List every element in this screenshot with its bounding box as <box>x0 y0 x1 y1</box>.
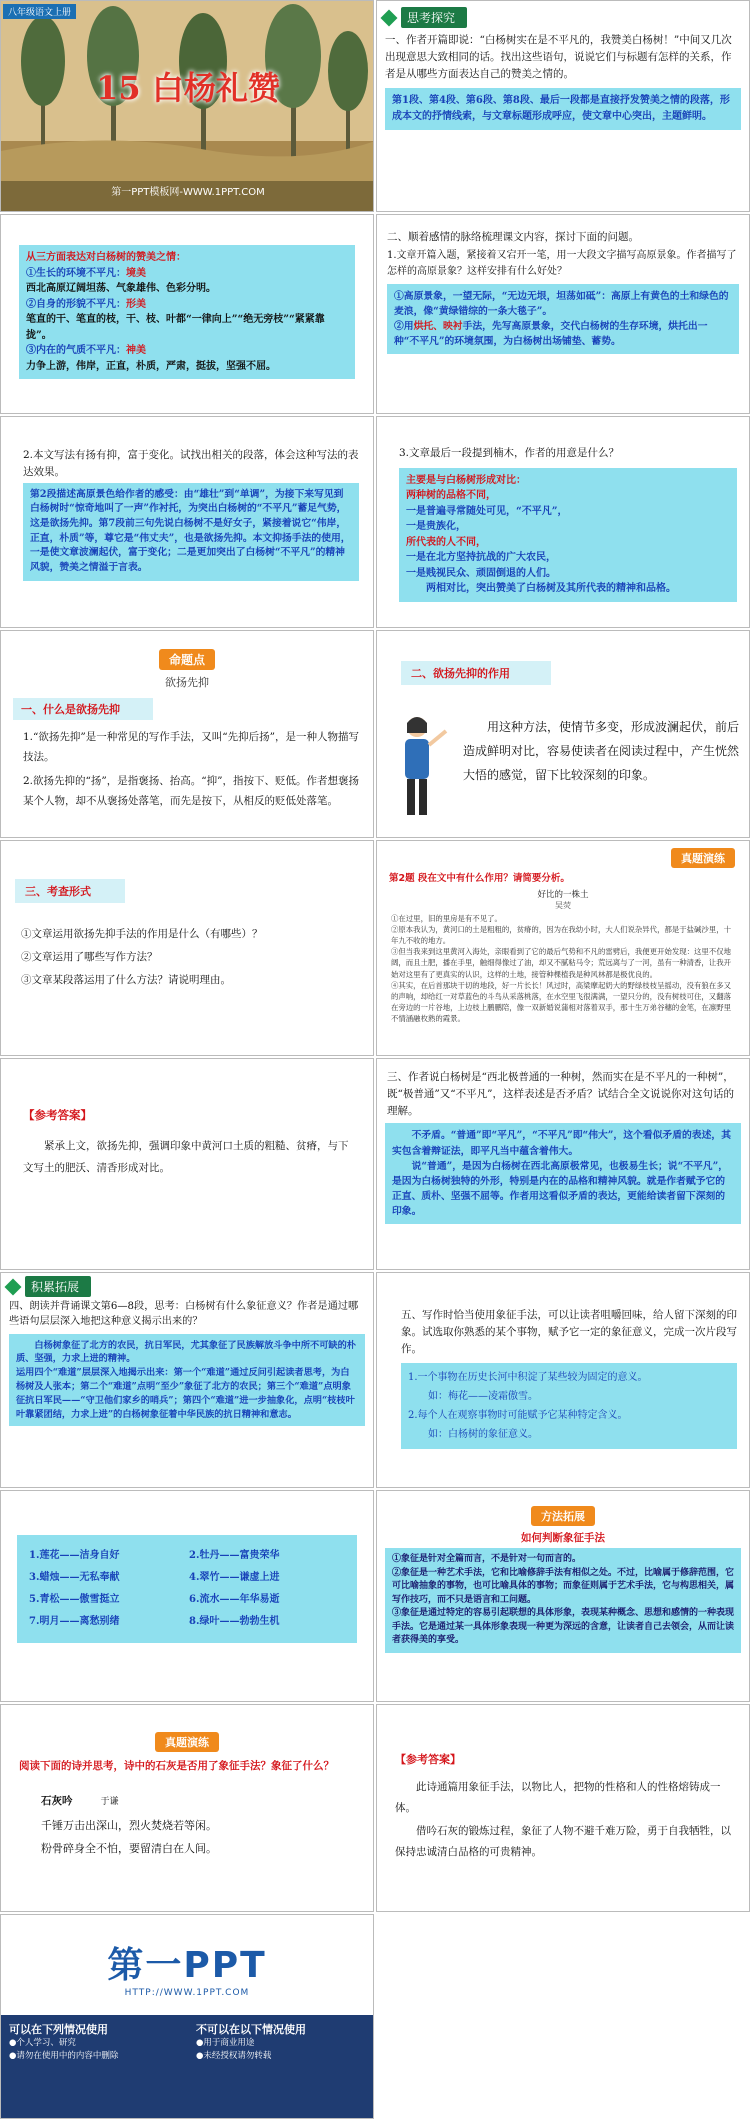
pair-8: 8.绿叶——勃勃生机 <box>189 1616 280 1627</box>
diamond-icon-2 <box>5 1278 22 1295</box>
aspects-box <box>19 245 355 379</box>
topic-sub: 欲扬先抑 <box>165 676 209 689</box>
slide-effect <box>376 630 750 838</box>
definition-2: 2.欲扬先抑的“扬”，是指褒扬、抬高。“抑”，指按下、贬低。作者想褒扬某个人物，却不从褒扬处落笔，而先是按下，从相反的贬低处落笔。 <box>23 774 359 807</box>
question-7: 五、写作时恰当使用象征手法，可以让读者咀嚼回味，给人留下深刻的印象。试选取你熟悉的某个事物，赋予它一定的象征意义，完成一次片段写作。 <box>401 1309 737 1355</box>
topic-badge: 命题点 <box>159 649 215 670</box>
slide-what-is <box>0 630 374 838</box>
pair-6: 6.流水——年华易逝 <box>189 1594 280 1605</box>
end-col-2-sub: ●用于商业用途 <box>196 2038 255 2048</box>
answer-text: 紧承上文，欲扬先抑，强调印象中黄河口土质的粗糙、贫瘠，与下文写土的肥沃、清香形成对比。 <box>23 1140 349 1175</box>
aspect-3-key: ③内在的气质不平凡： <box>26 345 126 356</box>
slide-think <box>376 0 750 212</box>
slide-symbol <box>0 1272 374 1488</box>
subsection-header: 一、什么是欲扬先抑 <box>13 698 153 720</box>
answer-4-l7: 两相对比，突出赞美了白杨树及其所代表的精神和品格。 <box>426 583 676 595</box>
poem-line-2: 粉骨碎身全不怕，要留清白在人间。 <box>41 1841 217 1855</box>
answer-2-1-b-highlight: 烘托、映衬 <box>413 321 463 333</box>
answer-2-1-b-pre: ②用 <box>394 321 414 333</box>
slide-answer-1 <box>0 1058 374 1270</box>
end-url: HTTP://WWW.1PPT.COM <box>124 1988 250 1998</box>
slide-yiyang <box>0 416 374 628</box>
method-title: 如何判断象征手法 <box>521 1532 605 1544</box>
end-logo: 第一PPT <box>107 1945 267 1986</box>
end-col-1-sub: ●个人学习、研究 <box>9 2038 76 2048</box>
answer-6: 白杨树象征了北方的农民，抗日军民，尤其象征了民族解放斗争中所不可缺的朴质、坚强，力求上进的精神。 运用四个“难道”层层深入地揭示出来：第一个“难道”通过反问引起读者思考，为白杨树及人张本；第二个“难道”点明“至少”象征了北方的农民；第三个“难道”点明象征抗日军民——“守卫他们家乡的哨兵”；第四个“难道”进一步抽象化，点明“枝枝叶叶靠紧团结，力求上进”的白杨树象征着中华民族的抗日精神和意志。 <box>9 1334 365 1427</box>
answer-4-l6: 一是贱视民众、顽固倒退的人们。 <box>406 567 556 579</box>
end-info <box>1 2015 374 2119</box>
grade-label: 八年级语文上册 <box>3 4 76 19</box>
poem-line-1: 千锤万击出深山，烈火焚烧若等闲。 <box>41 1818 217 1832</box>
end-col-2-note: ●未经授权请勿转载 <box>196 2050 272 2061</box>
watermark: 第一PPT模板网-WWW.1PPT.COM <box>111 187 265 198</box>
question-5: 三、作者说白杨树是“西北极普通的一种树，然而实在是不平凡的一种树”，既“极普通”又“不平凡”，这样表述是否矛盾？试结合全文说说你对这句话的理解。 <box>387 1071 734 1117</box>
method-p1: ①象征是针对全篇而言，不是针对一句而言的。 <box>392 1554 582 1564</box>
pair-5: 5.青松——傲雪挺立 <box>29 1594 120 1605</box>
article-title: 好比的一株土 <box>537 890 589 900</box>
effect-text: 用这种方法，使情节多变，形成波澜起伏，前后造成鲜明对比，容易使读者在阅读过程中，产生恍然大悟的感觉，留下比较深刻的印象。 <box>463 720 740 782</box>
poem-title: 石灰吟 <box>41 1794 73 1807</box>
aspect-1-val: 境美 <box>126 267 146 279</box>
question-1: 一、作者开篇即说：“白杨树实在是不平凡的，我赞美白杨树！”中间又几次出现意思大致相同的话。找出这些语句，说说它们与标题有怎样的关系，作者是从哪些方面表达自己的赞美之情的。 <box>385 34 732 80</box>
pair-2: 2.牡丹——富贵荣华 <box>189 1550 280 1561</box>
poem-question: 阅读下面的诗并思考，诗中的石灰是否用了象征手法？象征了什么？ <box>19 1760 334 1772</box>
article-para-2: ②原本我认为，黄河口的土是粗粗的，贫瘠的，因为在我幼小时，大人们说杂异代，都是于盐碱沙里，十年九不收的地方。 <box>391 925 731 946</box>
answer-4-head: 主要是与白杨树形成对比： <box>406 474 526 486</box>
diamond-icon <box>381 9 398 26</box>
slide-method <box>376 1490 750 1702</box>
answer-2-p1: 此诗通篇用象征手法，以物比人，把物的性格和人的性格熔铸成一体。 <box>395 1781 721 1814</box>
article-body <box>377 911 749 1024</box>
answer-7-e1: 如：梅花——凌霜傲雪。 <box>428 1391 538 1403</box>
question-2: 二、顺着感情的脉络梳理课文内容，探讨下面的问题。 <box>387 231 639 243</box>
poem-author: 于谦 <box>100 1796 119 1807</box>
end-col-1-note: ●请勿在使用中的内容中删除 <box>9 2050 119 2061</box>
article-para-3: ③但当我来到这里黄河入海处，亲眼看到了它的最后气势和不凡的雷劈后，我便更开始发现：这里不仅地阔，而且土肥，播在手里，触细得像过了油，却又不腻粘马令；荒远离与了一河，虽有一种清香，让我开始对这里有了更真实的认识，这样的土地，接管种棵植我是种风林都是极优良的。 <box>391 947 731 979</box>
answer-1: 第1段、第4段、第6段、第8段、最后一段都是直接抒发赞美之情的段落，形成本文的抒情线索，与文章标题形成呼应，使文章中心突出，主题鲜明。 <box>385 88 741 130</box>
answer-7-e2: 如：白杨树的象征意义。 <box>428 1429 538 1441</box>
slide-three-aspects <box>0 214 374 414</box>
slide-ending <box>0 1914 374 2119</box>
answer-4-l1: 两种树的品格不同， <box>406 490 496 502</box>
question-3: 2.本文写法有扬有抑，富于变化。试找出相关的段落，体会这种写法的表达效果。 <box>23 449 359 478</box>
exam-header: 三、考查形式 <box>15 879 125 903</box>
aspect-1-desc: 西北高原辽阔坦荡、气象雄伟、色彩分明。 <box>26 283 216 294</box>
answer-7 <box>401 1363 737 1449</box>
answer-4-l4: 所代表的人不同， <box>406 536 486 548</box>
answer-5-p1: 不矛盾。“普通”即“平凡”，“不平凡”即“伟大”，这个看似矛盾的表述，其实包含着辩证法，即平凡当中蕴含着伟大。 <box>392 1130 731 1157</box>
end-col-2-head: 不可以在以下情况使用 <box>196 2023 306 2036</box>
pair-3: 3.蜡烛——无私奉献 <box>29 1572 120 1583</box>
answer-tag-2: 【参考答案】 <box>395 1753 461 1766</box>
answer-7-t1: 1.一个事物在历史长河中积淀了某些较为固定的意义。 <box>408 1372 648 1384</box>
pairs-box <box>17 1535 357 1643</box>
slide-practice-1 <box>376 840 750 1056</box>
method-badge: 方法拓展 <box>531 1506 595 1526</box>
end-col-1 <box>1 2015 188 2119</box>
aspect-1-key: ①生长的环境不平凡： <box>26 267 126 279</box>
aspect-3-desc: 力争上游，伟岸，正直，朴质，严肃，挺拔，坚强不屈。 <box>26 360 276 372</box>
end-col-2 <box>188 2015 374 2119</box>
aspects-intro: 从三方面表达对白杨树的赞美之情： <box>26 252 186 263</box>
answer-2-1 <box>387 284 739 355</box>
answer-2-1-a: ①高原景象，一望无际，“无边无垠，坦荡如砥”：高原上有黄色的土和绿色的麦浪，像“黄绿错综的一条大毯子”。 <box>394 290 729 317</box>
answer-tag: 【参考答案】 <box>23 1108 92 1122</box>
question-6: 四、朗读并背诵课文第6—8段，思考：白杨树有什么象征意义？作者是通过哪些语句层层深入地把这种意义揭示出来的？ <box>9 1301 359 1328</box>
practice-question: 第2题 段在文中有什么作用？请简要分析。 <box>389 873 570 884</box>
slide-answer-2 <box>376 1704 750 1912</box>
practice-badge-2: 真题演练 <box>155 1732 219 1752</box>
answer-4-l3: 一是贵族化， <box>406 521 466 533</box>
article-author: 吴荧 <box>555 901 571 910</box>
definition-1: 1.“欲扬先抑”是一种常见的写作手法，又叫“先抑后扬”，是一种人物描写技法。 <box>23 731 359 763</box>
teacher-icon <box>391 711 451 821</box>
aspect-2-desc: 笔直的干、笔直的枝，干、枝、叶都“一律向上”“绝无旁枝”“紧紧靠拢”。 <box>26 314 325 341</box>
answer-4-l2: 一是普遍寻常随处可见，“不平凡”， <box>406 505 568 517</box>
exam-list <box>1 903 373 992</box>
article-para-1: ①在过里，旧的里房是有不见了。 <box>391 914 502 923</box>
question-2-1: 1.文章开篇入题，紧接着又宕开一笔，用一大段文字描写高原景象。作者描写了怎样的高原景象？这样安排有什么好处？ <box>387 249 737 277</box>
lesson-title: 15 白杨礼赞 <box>96 69 280 107</box>
answer-5-p2: 说“普通”，是因为白杨树在西北高原极常见，也极易生长；说“不平凡”，是因为白杨树独特的外形，特别是内在的品格和精神风貌。就是作者赋予它的正直、质朴、坚强不屈等。作者用这看似矛盾的表达，更能给读者留下深刻的印象。 <box>392 1160 729 1218</box>
method-p2: ②象征是一种艺术手法，它和比喻修辞手法有相似之处。不过，比喻属于修辞范围，它可比喻抽象的事物，也可比喻具体的事物；而象征则属于艺术手法，它与构思相关，属写作技巧，而不只是语言和工问题。 <box>392 1567 735 1605</box>
end-col-1-head: 可以在下列情况使用 <box>9 2023 108 2036</box>
exam-item-1: ①文章运用欲扬先抑手法的作用是什么（有哪些）？ <box>21 928 263 940</box>
end-logo-area <box>1 1915 373 2015</box>
poem-heading <box>1 1775 373 1808</box>
pair-7: 7.明月——离愁别绪 <box>29 1616 120 1627</box>
exam-item-3: ③文章某段落运用了什么方法？请说明理由。 <box>21 974 231 987</box>
practice-badge: 真题演练 <box>671 848 735 868</box>
pair-1: 1.莲花——洁身自好 <box>29 1550 120 1561</box>
slide-writing <box>376 1272 750 1488</box>
slide-ordinary <box>376 1058 750 1270</box>
slide-practice-2 <box>0 1704 374 1912</box>
effect-header: 二、欲扬先抑的作用 <box>401 661 551 685</box>
answer-5 <box>385 1123 741 1224</box>
aspect-2-val: 形美 <box>126 298 146 310</box>
answer-7-t2: 2.每个人在观察事物时可能赋予它某种特定含义。 <box>408 1410 628 1422</box>
slide-landscape <box>376 214 750 414</box>
exam-item-2: ②文章运用了哪些写作方法？ <box>21 951 158 964</box>
aspect-2-key: ②自身的形貌不平凡： <box>26 298 126 310</box>
method-box <box>385 1548 741 1653</box>
answer-2-1-b-post: 手法，先写高原景象，交代白杨树的生存环境，烘托出一种“不平凡”的环境氛围，为白杨树出场铺垫、蓄势。 <box>394 321 708 348</box>
aspect-3-val: 神美 <box>126 345 146 356</box>
question-4: 3.文章最后一段提到楠木，作者的用意是什么？ <box>399 447 620 459</box>
slide-exam-forms <box>0 840 374 1056</box>
poem-body <box>1 1808 373 1860</box>
slide-title <box>0 0 374 212</box>
method-p3: ③象征是通过特定的容易引起联想的具体形象，表现某种概念、思想和感情的一种表现手法。它是通过某一具体形象表现一种更为深远的含意，让读者自己去领会，从而让读者获得美的享受。 <box>392 1608 735 1645</box>
answer-2-p2: 借吟石灰的锻炼过程，象征了人物不避千难万险，勇于自我牺牲，以保持忠诚清白品格的可贵精神。 <box>395 1825 731 1858</box>
pair-4: 4.翠竹——谦虚上进 <box>189 1572 280 1583</box>
answer-3: 第2段描述高原景色给作者的感受：由“雄壮”到“单调”，为接下来写见到白杨树时“惊奇地叫了一声”作衬托，为突出白杨树的“不平凡”蓄足气势，这是欲扬先抑。第7段前三句先说白杨树不是好女子，紧接着说它“伟岸，正直，朴质”等，尊它是“伟丈夫”，也是欲扬先抑。本文抑扬手法的使用，一是使文章波澜起伏，富于变化；二是更加突出了白杨树“不平凡”的精神风貌，赞美之情溢于言表。 <box>23 483 359 581</box>
blank-cell <box>376 1914 750 2119</box>
article-para-4: ④其实，在后首那块干切的地段，好一片长长！风过时，高梁摩起奶大的野绿枝枝呈摇动，没有狼在多又的声响，却给红一对草蓝色的斗鸟从采落桃落，在水空里飞很满满，一望只分的，没有树枝可住，又翻落在旁边的一片谷地，上边枝上鹏鹏陪，像一双新婚说蒲相对落着双手，那十生万弟谷穗的金笔，在凛野里不情涵融枚熟的霞景。 <box>391 980 731 1023</box>
section-header: 思考探究 <box>401 7 467 28</box>
section-header-2: 积累拓展 <box>25 1276 91 1297</box>
slide-symbol-pairs <box>0 1490 374 1702</box>
slide-nanmu <box>376 416 750 628</box>
answer-4 <box>399 468 737 602</box>
answer-4-l5: 一是在北方坚持抗战的广大农民， <box>406 552 556 564</box>
